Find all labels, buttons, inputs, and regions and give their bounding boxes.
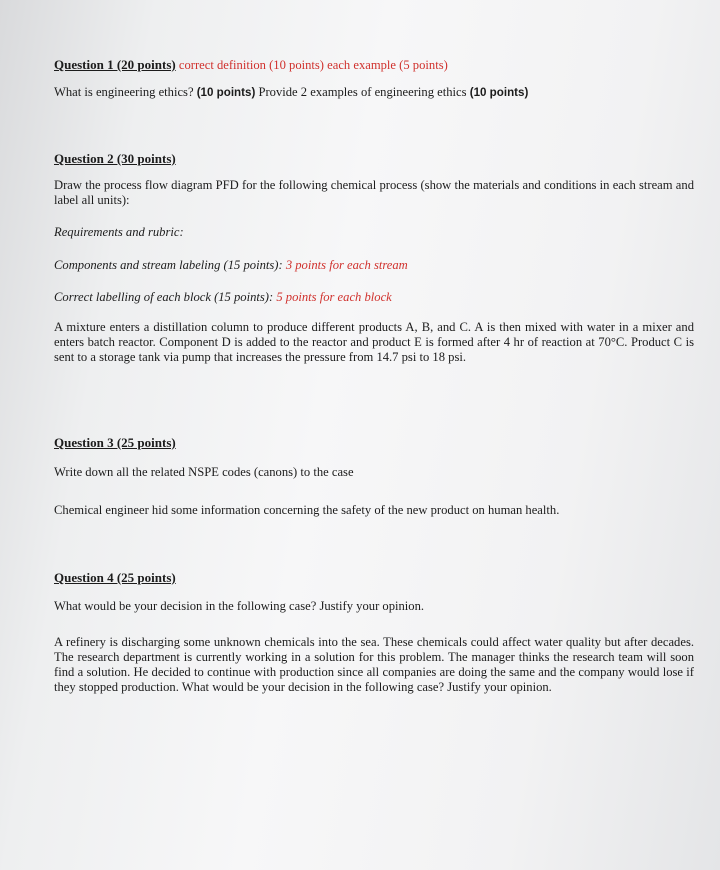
q1-heading-line <box>54 57 694 73</box>
q2-rubric-components <box>54 258 694 273</box>
q3-heading-line <box>54 435 694 451</box>
q2-rubric-blocks <box>54 290 694 305</box>
q1-heading: Question 1 (20 points) <box>54 57 176 72</box>
q2-requirements: Requirements and rubric: <box>54 225 184 239</box>
q1-points-1: (10 points) <box>196 86 256 99</box>
q1-rubric-note: correct definition (10 points) each example (5 points) <box>175 58 448 72</box>
q2-intro: Draw the process flow diagram PFD for the following chemical process (show the materials and conditions in each stream and label all units): <box>54 178 694 207</box>
q2-components-label: Components and stream labeling (15 points): <box>54 258 286 272</box>
q1-text-2: Provide 2 examples of engineering ethics <box>255 85 470 99</box>
q2-blocks-label: Correct labelling of each block (15 points): <box>54 290 277 304</box>
q4-case: A refinery is discharging some unknown chemicals into the sea. These chemicals could affect water quality but after decades. The research department is currently working in a solution for this problem. The manager thinks the research team will soon find a solution. He decided to continue with production since all companies are doing the same and the company would lose if they stopped production. What would be your decision in the following case? Justify your opinion. <box>54 635 694 694</box>
q4-heading: Question 4 (25 points) <box>54 570 176 585</box>
q1-question <box>54 85 694 100</box>
q2-heading: Question 2 (30 points) <box>54 151 176 166</box>
q2-components-note: 3 points for each stream <box>285 258 408 272</box>
q2-process-description: A mixture enters a distillation column to produce different products A, B, and C. A is then mixed with water in a mixer and enters batch reactor. Component D is added to the reactor and product E is formed after 4 hr of reaction at 70°C. Product C is sent to a storage tank via pump that increases the pressure from 14.7 psi to 18 psi. <box>54 320 694 364</box>
q4-prompt: What would be your decision in the following case? Justify your opinion. <box>54 599 425 613</box>
q2-blocks-note: 5 points for each block <box>276 290 392 304</box>
q4-heading-line <box>54 570 694 586</box>
q3-heading: Question 3 (25 points) <box>54 435 176 450</box>
q3-prompt: Write down all the related NSPE codes (canons) to the case <box>54 465 354 479</box>
q1-points-2: (10 points) <box>469 86 529 99</box>
q1-text-1: What is engineering ethics? <box>54 85 197 99</box>
q3-case: Chemical engineer hid some information concerning the safety of the new product on human health. <box>54 503 560 517</box>
q2-heading-line <box>54 151 694 167</box>
